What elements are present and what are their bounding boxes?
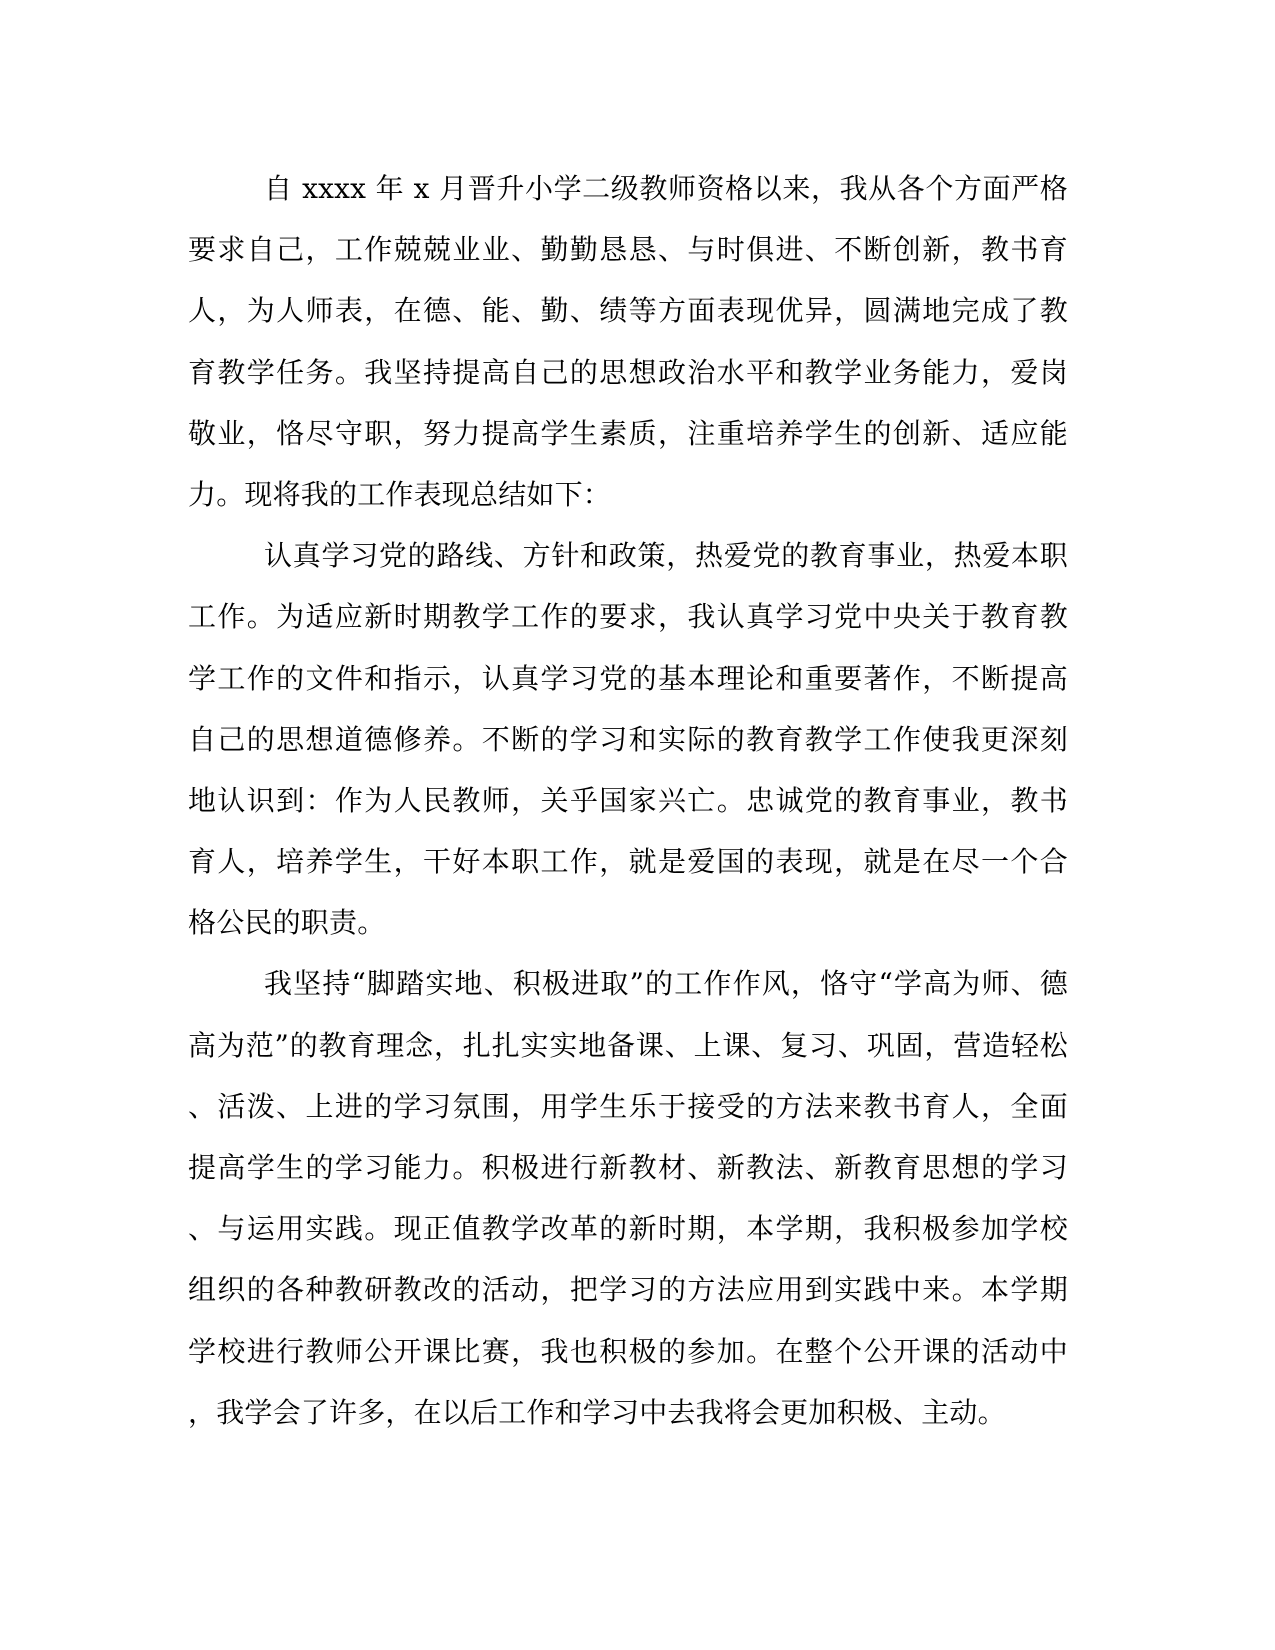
text-line: 育教学任务。我坚持提高自己的思想政治水平和教学业务能力，爱岗 (188, 355, 1068, 389)
text-line: 学工作的文件和指示，认真学习党的基本理论和重要著作，不断提高 (188, 661, 1068, 695)
text-line: 认真学习党的路线、方针和政策，热爱党的教育事业，热爱本职 (264, 539, 1068, 573)
text-line: 我坚持“脚踏实地、积极进取”的工作作风，恪守“学高为师、德 (264, 967, 1068, 1001)
paragraph-1 (188, 158, 1068, 525)
paragraph-3 (188, 953, 1068, 1443)
document-body (188, 158, 1068, 1443)
text-line: 育人，培养学生，干好本职工作，就是爱国的表现，就是在尽一个合 (188, 845, 1068, 879)
text-line: 自 xxxx 年 x 月晋升小学二级教师资格以来，我从各个方面严格 (264, 172, 1068, 205)
text-line: 格公民的职责。 (188, 906, 386, 940)
text-line: 、与运用实践。现正值教学改革的新时期，本学期，我积极参加学校 (188, 1212, 1068, 1246)
text-line: 工作。为适应新时期教学工作的要求，我认真学习党中央关于教育教 (188, 600, 1068, 634)
text-line: 组织的各种教研教改的活动，把学习的方法应用到实践中来。本学期 (188, 1273, 1068, 1307)
text-line: 高为范”的教育理念，扎扎实实地备课、上课、复习、巩固，营造轻松 (188, 1028, 1068, 1062)
text-line: 、活泼、上进的学习氛围，用学生乐于接受的方法来教书育人，全面 (188, 1089, 1068, 1123)
text-line: 学校进行教师公开课比赛，我也积极的参加。在整个公开课的活动中 (188, 1334, 1068, 1368)
text-line: 人，为人师表，在德、能、勤、绩等方面表现优异，圆满地完成了教 (188, 294, 1068, 328)
text-line: 力。现将我的工作表现总结如下： (188, 477, 612, 511)
paragraph-2 (188, 525, 1068, 953)
text-line: 自己的思想道德修养。不断的学习和实际的教育教学工作使我更深刻 (188, 722, 1068, 756)
text-line: 地认识到：作为人民教师，关乎国家兴亡。忠诚党的教育事业，教书 (188, 783, 1068, 817)
text-line: ，我学会了许多，在以后工作和学习中去我将会更加积极、主动。 (188, 1395, 1006, 1429)
text-line: 敬业，恪尽守职，努力提高学生素质，注重培养学生的创新、适应能 (188, 416, 1068, 450)
text-line: 提高学生的学习能力。积极进行新教材、新教法、新教育思想的学习 (188, 1151, 1068, 1184)
text-line: 要求自己，工作兢兢业业、勤勤恳恳、与时俱进、不断创新，教书育 (188, 233, 1068, 267)
